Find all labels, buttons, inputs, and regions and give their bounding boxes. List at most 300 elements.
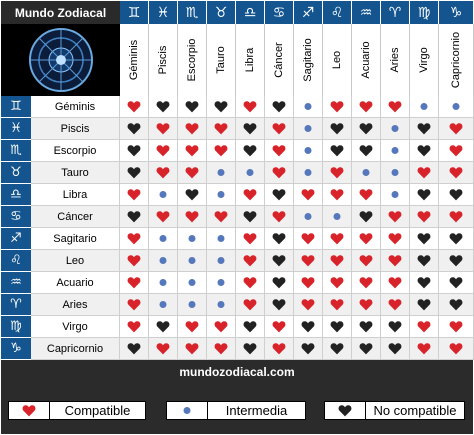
matrix-cell (120, 250, 149, 272)
matrix-cell (410, 140, 439, 162)
matrix-cell (178, 118, 207, 140)
heart-red-icon (417, 320, 431, 333)
heart-red-icon (185, 342, 199, 355)
heart-black-icon (301, 342, 315, 355)
matrix-cell (236, 184, 265, 206)
matrix-cell (294, 228, 323, 250)
dot-blue-icon (359, 166, 373, 179)
heart-red-icon (127, 100, 141, 113)
matrix-cell (207, 140, 236, 162)
matrix-cell (352, 250, 381, 272)
heart-red-icon (388, 298, 402, 311)
matrix-cell (352, 338, 381, 360)
matrix-cell (439, 206, 474, 228)
column-symbol-capricornio-icon: ♑ (439, 1, 474, 24)
row-header-virgo: Virgo (31, 316, 120, 338)
heart-black-icon (156, 320, 170, 333)
matrix-cell (236, 338, 265, 360)
heart-red-icon (449, 122, 463, 135)
heart-black-icon (330, 320, 344, 333)
matrix-cell (236, 294, 265, 316)
column-symbol-aries-icon: ♈ (381, 1, 410, 24)
matrix-cell (294, 272, 323, 294)
matrix-cell (352, 96, 381, 118)
row-symbol-virgo-icon: ♍ (1, 316, 31, 338)
heart-black-icon (156, 100, 170, 113)
heart-black-icon (243, 210, 257, 223)
dot-blue-icon (185, 298, 199, 311)
matrix-cell (352, 228, 381, 250)
column-header-cancer (265, 24, 294, 96)
heart-red-icon (156, 166, 170, 179)
heart-red-icon (127, 320, 141, 333)
heart-red-icon (330, 188, 344, 201)
heart-black-icon (330, 122, 344, 135)
matrix-cell (236, 96, 265, 118)
heart-red-icon (272, 166, 286, 179)
matrix-cell (120, 162, 149, 184)
matrix-cell (323, 272, 352, 294)
heart-black-icon (388, 342, 402, 355)
matrix-cell (149, 118, 178, 140)
dot-blue-icon (156, 188, 170, 201)
matrix-cell (323, 250, 352, 272)
column-symbol-leo-icon: ♌ (323, 1, 352, 24)
matrix-cell (439, 338, 474, 360)
matrix-cell (207, 272, 236, 294)
matrix-cell (207, 184, 236, 206)
dot-blue-icon (417, 100, 431, 113)
matrix-cell (381, 272, 410, 294)
matrix-cell (352, 272, 381, 294)
matrix-cell (381, 338, 410, 360)
matrix-cell (323, 162, 352, 184)
heart-red-icon (388, 100, 402, 113)
matrix-cell (265, 206, 294, 228)
heart-red-icon (301, 232, 315, 245)
matrix-cell (149, 272, 178, 294)
matrix-cell (294, 316, 323, 338)
heart-red-icon (214, 320, 228, 333)
row-symbol-escorpio-icon: ♏ (1, 140, 31, 162)
heart-black-icon (325, 402, 366, 419)
row-symbol-cancer-icon: ♋ (1, 206, 31, 228)
heart-red-icon (417, 166, 431, 179)
dot-blue-icon (388, 122, 402, 135)
row-symbol-aries-icon: ♈ (1, 294, 31, 316)
footer-url[interactable]: mundozodiacal.com (1, 360, 473, 384)
heart-red-icon (359, 254, 373, 267)
heart-black-icon (417, 298, 431, 311)
heart-red-icon (156, 210, 170, 223)
row-symbol-libra-icon: ♎ (1, 184, 31, 206)
dot-blue-icon (330, 210, 344, 223)
heart-black-icon (185, 188, 199, 201)
row-header-escorpio: Escorpio (31, 140, 120, 162)
heart-black-icon (272, 100, 286, 113)
dot-blue-icon (301, 210, 315, 223)
matrix-cell (120, 294, 149, 316)
matrix-cell (120, 184, 149, 206)
legend-incompatible (324, 401, 465, 420)
matrix-cell (207, 228, 236, 250)
matrix-cell (439, 162, 474, 184)
heart-red-icon (185, 122, 199, 135)
matrix-cell (207, 162, 236, 184)
matrix-cell (178, 184, 207, 206)
heart-red-icon (272, 320, 286, 333)
brand-title: Mundo Zodiacal (1, 1, 121, 24)
matrix-cell (178, 140, 207, 162)
matrix-cell (149, 316, 178, 338)
heart-red-icon (127, 254, 141, 267)
dot-blue-icon (185, 232, 199, 245)
matrix-cell (236, 316, 265, 338)
column-symbol-sagitario-icon: ♐ (294, 1, 323, 24)
row-symbol-sagitario-icon: ♐ (1, 228, 31, 250)
row-header-piscis: Piscis (31, 118, 120, 140)
heart-red-icon (449, 144, 463, 157)
dot-blue-icon (156, 298, 170, 311)
column-symbol-tauro-icon: ♉ (207, 1, 236, 24)
heart-red-icon (388, 276, 402, 289)
dot-blue-icon (167, 402, 208, 419)
heart-red-icon (214, 144, 228, 157)
heart-red-icon (388, 210, 402, 223)
matrix-cell (149, 206, 178, 228)
heart-red-icon (301, 254, 315, 267)
dot-blue-icon (301, 100, 315, 113)
matrix-cell (352, 162, 381, 184)
matrix-cell (381, 250, 410, 272)
row-header-tauro: Tauro (31, 162, 120, 184)
matrix-cell (294, 118, 323, 140)
heart-black-icon (359, 320, 373, 333)
column-header-virgo (410, 24, 439, 96)
heart-red-icon (330, 298, 344, 311)
column-header-sagitario (294, 24, 323, 96)
matrix-cell (265, 96, 294, 118)
matrix-cell (265, 338, 294, 360)
heart-black-icon (272, 276, 286, 289)
matrix-cell (265, 184, 294, 206)
matrix-cell (323, 294, 352, 316)
heart-black-icon (243, 122, 257, 135)
heart-black-icon (243, 320, 257, 333)
matrix-cell (149, 96, 178, 118)
heart-black-icon (243, 144, 257, 157)
matrix-cell (381, 206, 410, 228)
matrix-cell (439, 140, 474, 162)
heart-red-icon (185, 144, 199, 157)
heart-black-icon (243, 342, 257, 355)
row-header-leo: Leo (31, 250, 120, 272)
matrix-cell (236, 162, 265, 184)
matrix-cell (439, 316, 474, 338)
heart-black-icon (272, 232, 286, 245)
heart-red-icon (185, 166, 199, 179)
dot-blue-icon (156, 254, 170, 267)
row-symbol-geminis-icon: ♊ (1, 96, 31, 118)
matrix-cell (323, 316, 352, 338)
heart-black-icon (127, 144, 141, 157)
column-symbol-escorpio-icon: ♏ (178, 1, 207, 24)
heart-black-icon (127, 122, 141, 135)
dot-blue-icon (156, 232, 170, 245)
matrix-cell (323, 140, 352, 162)
heart-black-icon (417, 232, 431, 245)
heart-red-icon (243, 232, 257, 245)
matrix-cell (352, 294, 381, 316)
heart-red-icon (359, 232, 373, 245)
dot-blue-icon (301, 144, 315, 157)
row-header-geminis: Géminis (31, 96, 120, 118)
heart-black-icon (388, 320, 402, 333)
heart-black-icon (417, 122, 431, 135)
dot-blue-icon (301, 166, 315, 179)
heart-black-icon (449, 276, 463, 289)
matrix-cell (120, 338, 149, 360)
matrix-cell (410, 294, 439, 316)
legend-compatible (8, 401, 146, 420)
matrix-cell (236, 140, 265, 162)
heart-red-icon (185, 210, 199, 223)
matrix-cell (381, 184, 410, 206)
matrix-cell (410, 228, 439, 250)
heart-black-icon (359, 342, 373, 355)
matrix-cell (439, 184, 474, 206)
matrix-cell (120, 96, 149, 118)
matrix-cell (381, 162, 410, 184)
matrix-cell (236, 250, 265, 272)
heart-red-icon (359, 100, 373, 113)
heart-red-icon (301, 188, 315, 201)
heart-black-icon (330, 342, 344, 355)
matrix-cell (381, 96, 410, 118)
dot-blue-icon (214, 254, 228, 267)
matrix-cell (178, 228, 207, 250)
heart-red-icon (330, 166, 344, 179)
column-header-capricornio (439, 24, 474, 96)
row-symbol-piscis-icon: ♓ (1, 118, 31, 140)
matrix-cell (381, 316, 410, 338)
matrix-cell (410, 118, 439, 140)
matrix-cell (236, 118, 265, 140)
matrix-cell (178, 250, 207, 272)
matrix-cell (439, 272, 474, 294)
matrix-cell (120, 206, 149, 228)
matrix-cell (207, 338, 236, 360)
matrix-cell (265, 118, 294, 140)
heart-red-icon (127, 298, 141, 311)
dot-blue-icon (185, 276, 199, 289)
heart-red-icon (272, 122, 286, 135)
column-label: Capricornio (450, 31, 462, 89)
legend-incompatible-label: No compatible (373, 403, 457, 418)
dot-blue-icon (214, 166, 228, 179)
matrix-cell (207, 96, 236, 118)
heart-black-icon (330, 144, 344, 157)
column-label: Piscis (157, 45, 169, 75)
dot-blue-icon (156, 276, 170, 289)
matrix-cell (265, 272, 294, 294)
heart-red-icon (127, 188, 141, 201)
legend-intermediate (166, 401, 306, 420)
column-header-tauro (207, 24, 236, 96)
heart-red-icon (417, 210, 431, 223)
matrix-cell (352, 140, 381, 162)
heart-red-icon (359, 188, 373, 201)
column-header-escorpio (178, 24, 207, 96)
heart-red-icon (127, 232, 141, 245)
matrix-cell (207, 294, 236, 316)
matrix-cell (439, 118, 474, 140)
matrix-cell (439, 228, 474, 250)
heart-black-icon (185, 100, 199, 113)
dot-blue-icon (214, 232, 228, 245)
matrix-cell (352, 118, 381, 140)
heart-red-icon (449, 166, 463, 179)
heart-black-icon (417, 276, 431, 289)
column-label: Libra (244, 47, 256, 73)
matrix-cell (410, 272, 439, 294)
matrix-cell (410, 250, 439, 272)
matrix-cell (149, 184, 178, 206)
column-label: Géminis (128, 39, 140, 81)
row-header-acuario: Acuario (31, 272, 120, 294)
heart-red-icon (417, 342, 431, 355)
dot-blue-icon (214, 298, 228, 311)
column-label: Virgo (418, 47, 430, 73)
row-symbol-leo-icon: ♌ (1, 250, 31, 272)
row-header-sagitario: Sagitario (31, 228, 120, 250)
matrix-cell (323, 184, 352, 206)
legend-compatible-label: Compatible (64, 403, 131, 418)
matrix-cell (410, 206, 439, 228)
heart-red-icon (449, 320, 463, 333)
matrix-cell (178, 272, 207, 294)
matrix-cell (381, 118, 410, 140)
heart-red-icon (301, 276, 315, 289)
matrix-cell (410, 338, 439, 360)
heart-red-icon (127, 276, 141, 289)
matrix-cell (207, 316, 236, 338)
heart-red-icon (243, 100, 257, 113)
matrix-cell (352, 206, 381, 228)
column-header-acuario (352, 24, 381, 96)
matrix-cell (294, 294, 323, 316)
matrix-cell (265, 228, 294, 250)
matrix-cell (178, 294, 207, 316)
matrix-cell (178, 96, 207, 118)
matrix-cell (294, 338, 323, 360)
matrix-cell (265, 316, 294, 338)
matrix-cell (323, 118, 352, 140)
zodiac-wheel-icon (27, 26, 95, 94)
heart-red-icon (243, 298, 257, 311)
column-label: Tauro (215, 46, 227, 74)
matrix-cell (294, 96, 323, 118)
matrix-cell (120, 140, 149, 162)
matrix-cell (265, 250, 294, 272)
column-symbol-libra-icon: ♎ (236, 1, 265, 24)
matrix-cell (120, 316, 149, 338)
row-symbol-capricornio-icon: ♑ (1, 338, 31, 360)
matrix-cell (294, 250, 323, 272)
heart-red-icon (272, 210, 286, 223)
column-label: Sagitario (302, 38, 314, 82)
matrix-cell (236, 206, 265, 228)
zodiac-wheel-logo (1, 24, 120, 96)
matrix-cell (381, 228, 410, 250)
matrix-cell (178, 316, 207, 338)
heart-black-icon (417, 254, 431, 267)
matrix-cell (323, 206, 352, 228)
heart-red-icon (359, 298, 373, 311)
heart-black-icon (449, 232, 463, 245)
matrix-cell (352, 316, 381, 338)
heart-red-icon (156, 144, 170, 157)
dot-blue-icon (214, 188, 228, 201)
matrix-cell (323, 338, 352, 360)
heart-red-icon (214, 210, 228, 223)
matrix-cell (439, 250, 474, 272)
matrix-cell (439, 294, 474, 316)
matrix-cell (410, 184, 439, 206)
matrix-cell (294, 162, 323, 184)
heart-red-icon (449, 210, 463, 223)
heart-red-icon (388, 232, 402, 245)
column-symbol-cancer-icon: ♋ (265, 1, 294, 24)
heart-black-icon (359, 122, 373, 135)
heart-red-icon (214, 122, 228, 135)
matrix-cell (294, 140, 323, 162)
matrix-cell (236, 272, 265, 294)
column-symbol-virgo-icon: ♍ (410, 1, 439, 24)
matrix-cell (207, 250, 236, 272)
matrix-cell (178, 206, 207, 228)
heart-black-icon (417, 188, 431, 201)
heart-red-icon (272, 144, 286, 157)
heart-red-icon (214, 342, 228, 355)
matrix-cell (323, 96, 352, 118)
heart-red-icon (301, 298, 315, 311)
heart-red-icon (330, 100, 344, 113)
matrix-cell (149, 250, 178, 272)
matrix-cell (178, 338, 207, 360)
column-header-aries (381, 24, 410, 96)
column-label: Acuario (360, 41, 372, 79)
matrix-cell (265, 162, 294, 184)
matrix-cell (178, 162, 207, 184)
heart-black-icon (359, 144, 373, 157)
heart-red-icon (9, 402, 50, 419)
heart-black-icon (449, 188, 463, 201)
matrix-cell (294, 184, 323, 206)
row-header-aries: Aries (31, 294, 120, 316)
matrix-cell (236, 228, 265, 250)
matrix-cell (149, 338, 178, 360)
row-header-cancer: Cáncer (31, 206, 120, 228)
matrix-cell (120, 272, 149, 294)
row-symbol-acuario-icon: ♒ (1, 272, 31, 294)
heart-red-icon (388, 254, 402, 267)
column-header-libra (236, 24, 265, 96)
column-label: Leo (331, 50, 343, 70)
heart-black-icon (449, 298, 463, 311)
dot-blue-icon (388, 144, 402, 157)
matrix-cell (207, 206, 236, 228)
